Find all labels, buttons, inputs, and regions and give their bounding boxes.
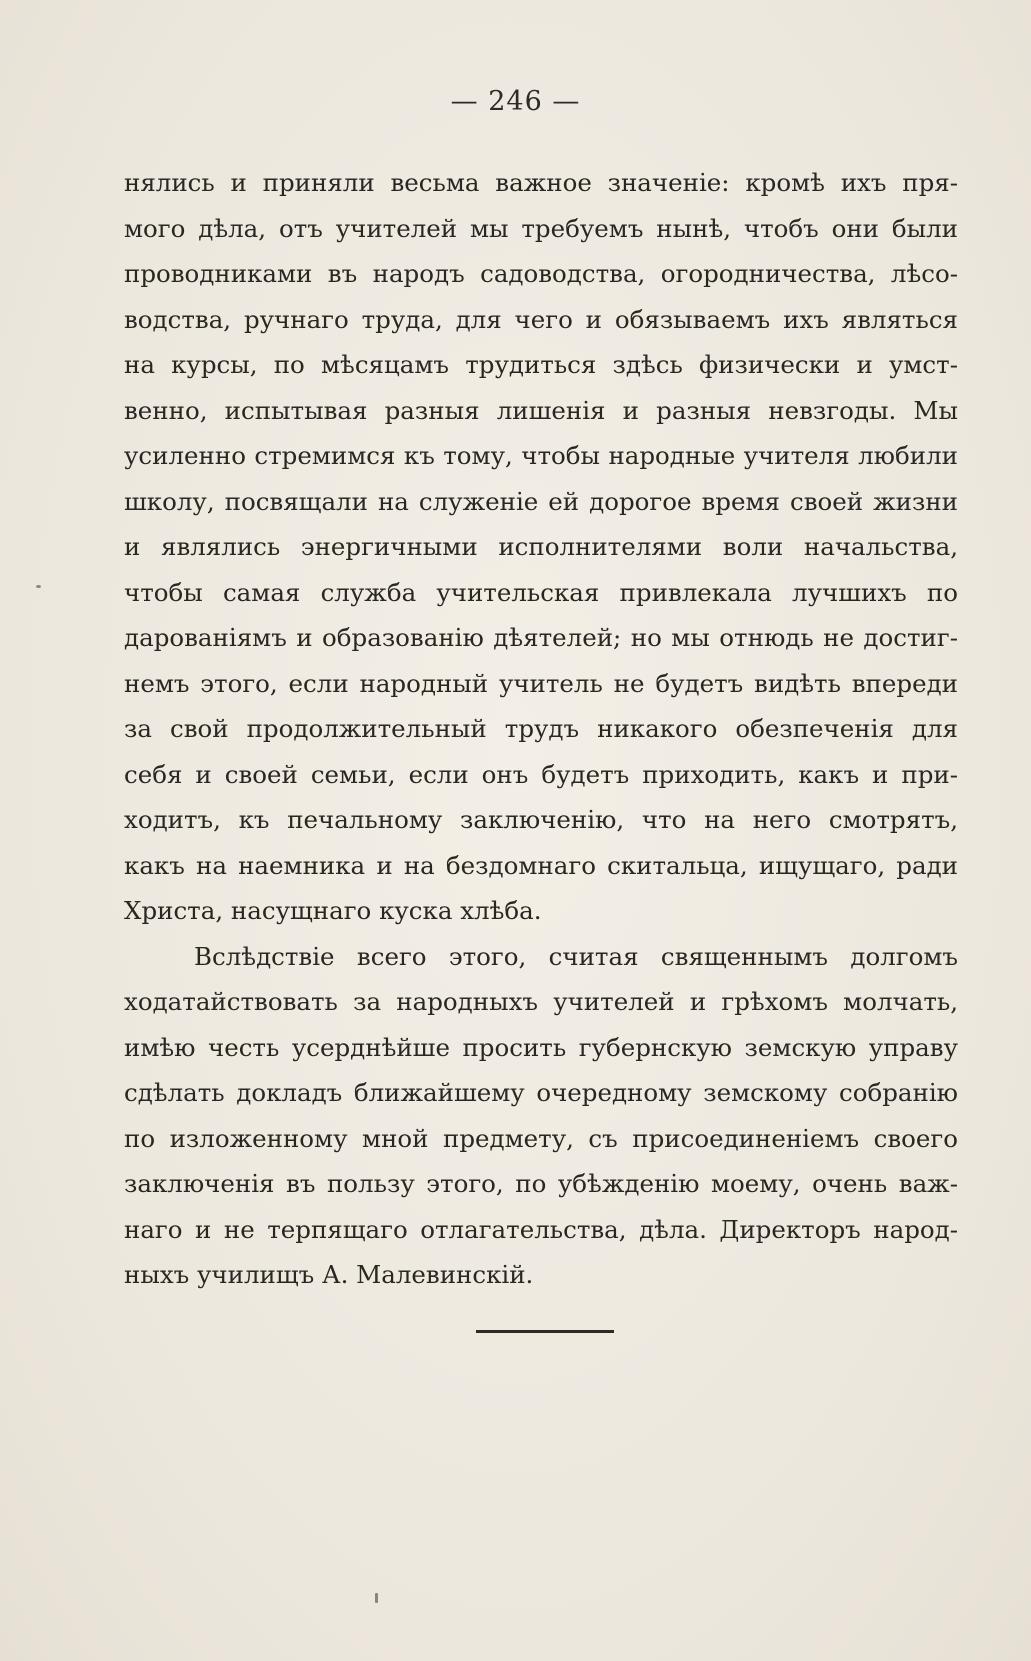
text-line: ходитъ, къ печальному заключенію, что на него смотрятъ,	[124, 805, 958, 834]
text-line: за свой продолжительный трудъ никакого обезпеченія для	[124, 714, 958, 743]
text-line: проводниками въ народъ садоводства, огородничества, лѣсо-	[124, 259, 958, 288]
text-line: на курсы, по мѣсяцамъ трудиться здѣсь физически и умст-	[124, 350, 958, 379]
text-line: Вслѣдствіе всего этого, считая священнымъ долгомъ	[194, 941, 958, 971]
text-line: дарованіямъ и образованію дѣятелей; но мы отнюдь не достиг-	[124, 623, 958, 652]
text-line: нялись и приняли весьма важное значеніе: кромѣ ихъ пря-	[124, 168, 958, 197]
text-line: сдѣлать докладъ ближайшему очередному земскому собранію	[124, 1078, 958, 1107]
paper-speck	[36, 585, 41, 588]
text-line: имѣю честь усерднѣйше просить губернскую земскую управу	[124, 1032, 958, 1062]
text-line: Христа, насущнаго куска хлѣба.	[124, 896, 542, 925]
text-line: ходатайствовать за народныхъ учителей и грѣхомъ молчать,	[124, 987, 958, 1016]
text-line: усиленно стремимся къ тому, чтобы народные учителя любили	[124, 441, 958, 470]
text-line: и являлись энергичными исполнителями воли начальства,	[124, 532, 958, 561]
text-line: мого дѣла, отъ учителей мы требуемъ нынѣ, чтобъ они были	[124, 213, 958, 243]
text-line: наго и не терпящаго отлагательства, дѣла. Директоръ народ-	[124, 1214, 958, 1244]
body-text	[124, 160, 958, 1298]
end-rule	[476, 1330, 614, 1333]
text-line: школу, посвящали на служеніе ей дорогое время своей жизни	[124, 486, 958, 516]
text-line: ныхъ училищъ А. Малевинскій.	[124, 1260, 534, 1289]
text-line: какъ на наемника и на бездомнаго скитальца, ищущаго, ради	[124, 850, 958, 880]
text-line: заключенія въ пользу этого, по убѣжденію моему, очень важ-	[124, 1169, 958, 1198]
page-number: — 246 —	[450, 86, 581, 117]
text-line: водства, ручнаго труда, для чего и обязываемъ ихъ являться	[124, 304, 958, 334]
text-line: венно, испытывая разныя лишенія и разныя невзгоды. Мы	[124, 395, 958, 425]
paper-speck	[375, 1593, 378, 1603]
text-line: немъ этого, если народный учитель не будетъ видѣть впереди	[124, 668, 958, 698]
text-line: чтобы самая служба учительская привлекала лучшихъ по	[124, 577, 958, 607]
text-line: себя и своей семьи, если онъ будетъ приходить, какъ и при-	[124, 759, 958, 789]
text-line: по изложенному мной предмету, съ присоединеніемъ своего	[124, 1123, 958, 1153]
